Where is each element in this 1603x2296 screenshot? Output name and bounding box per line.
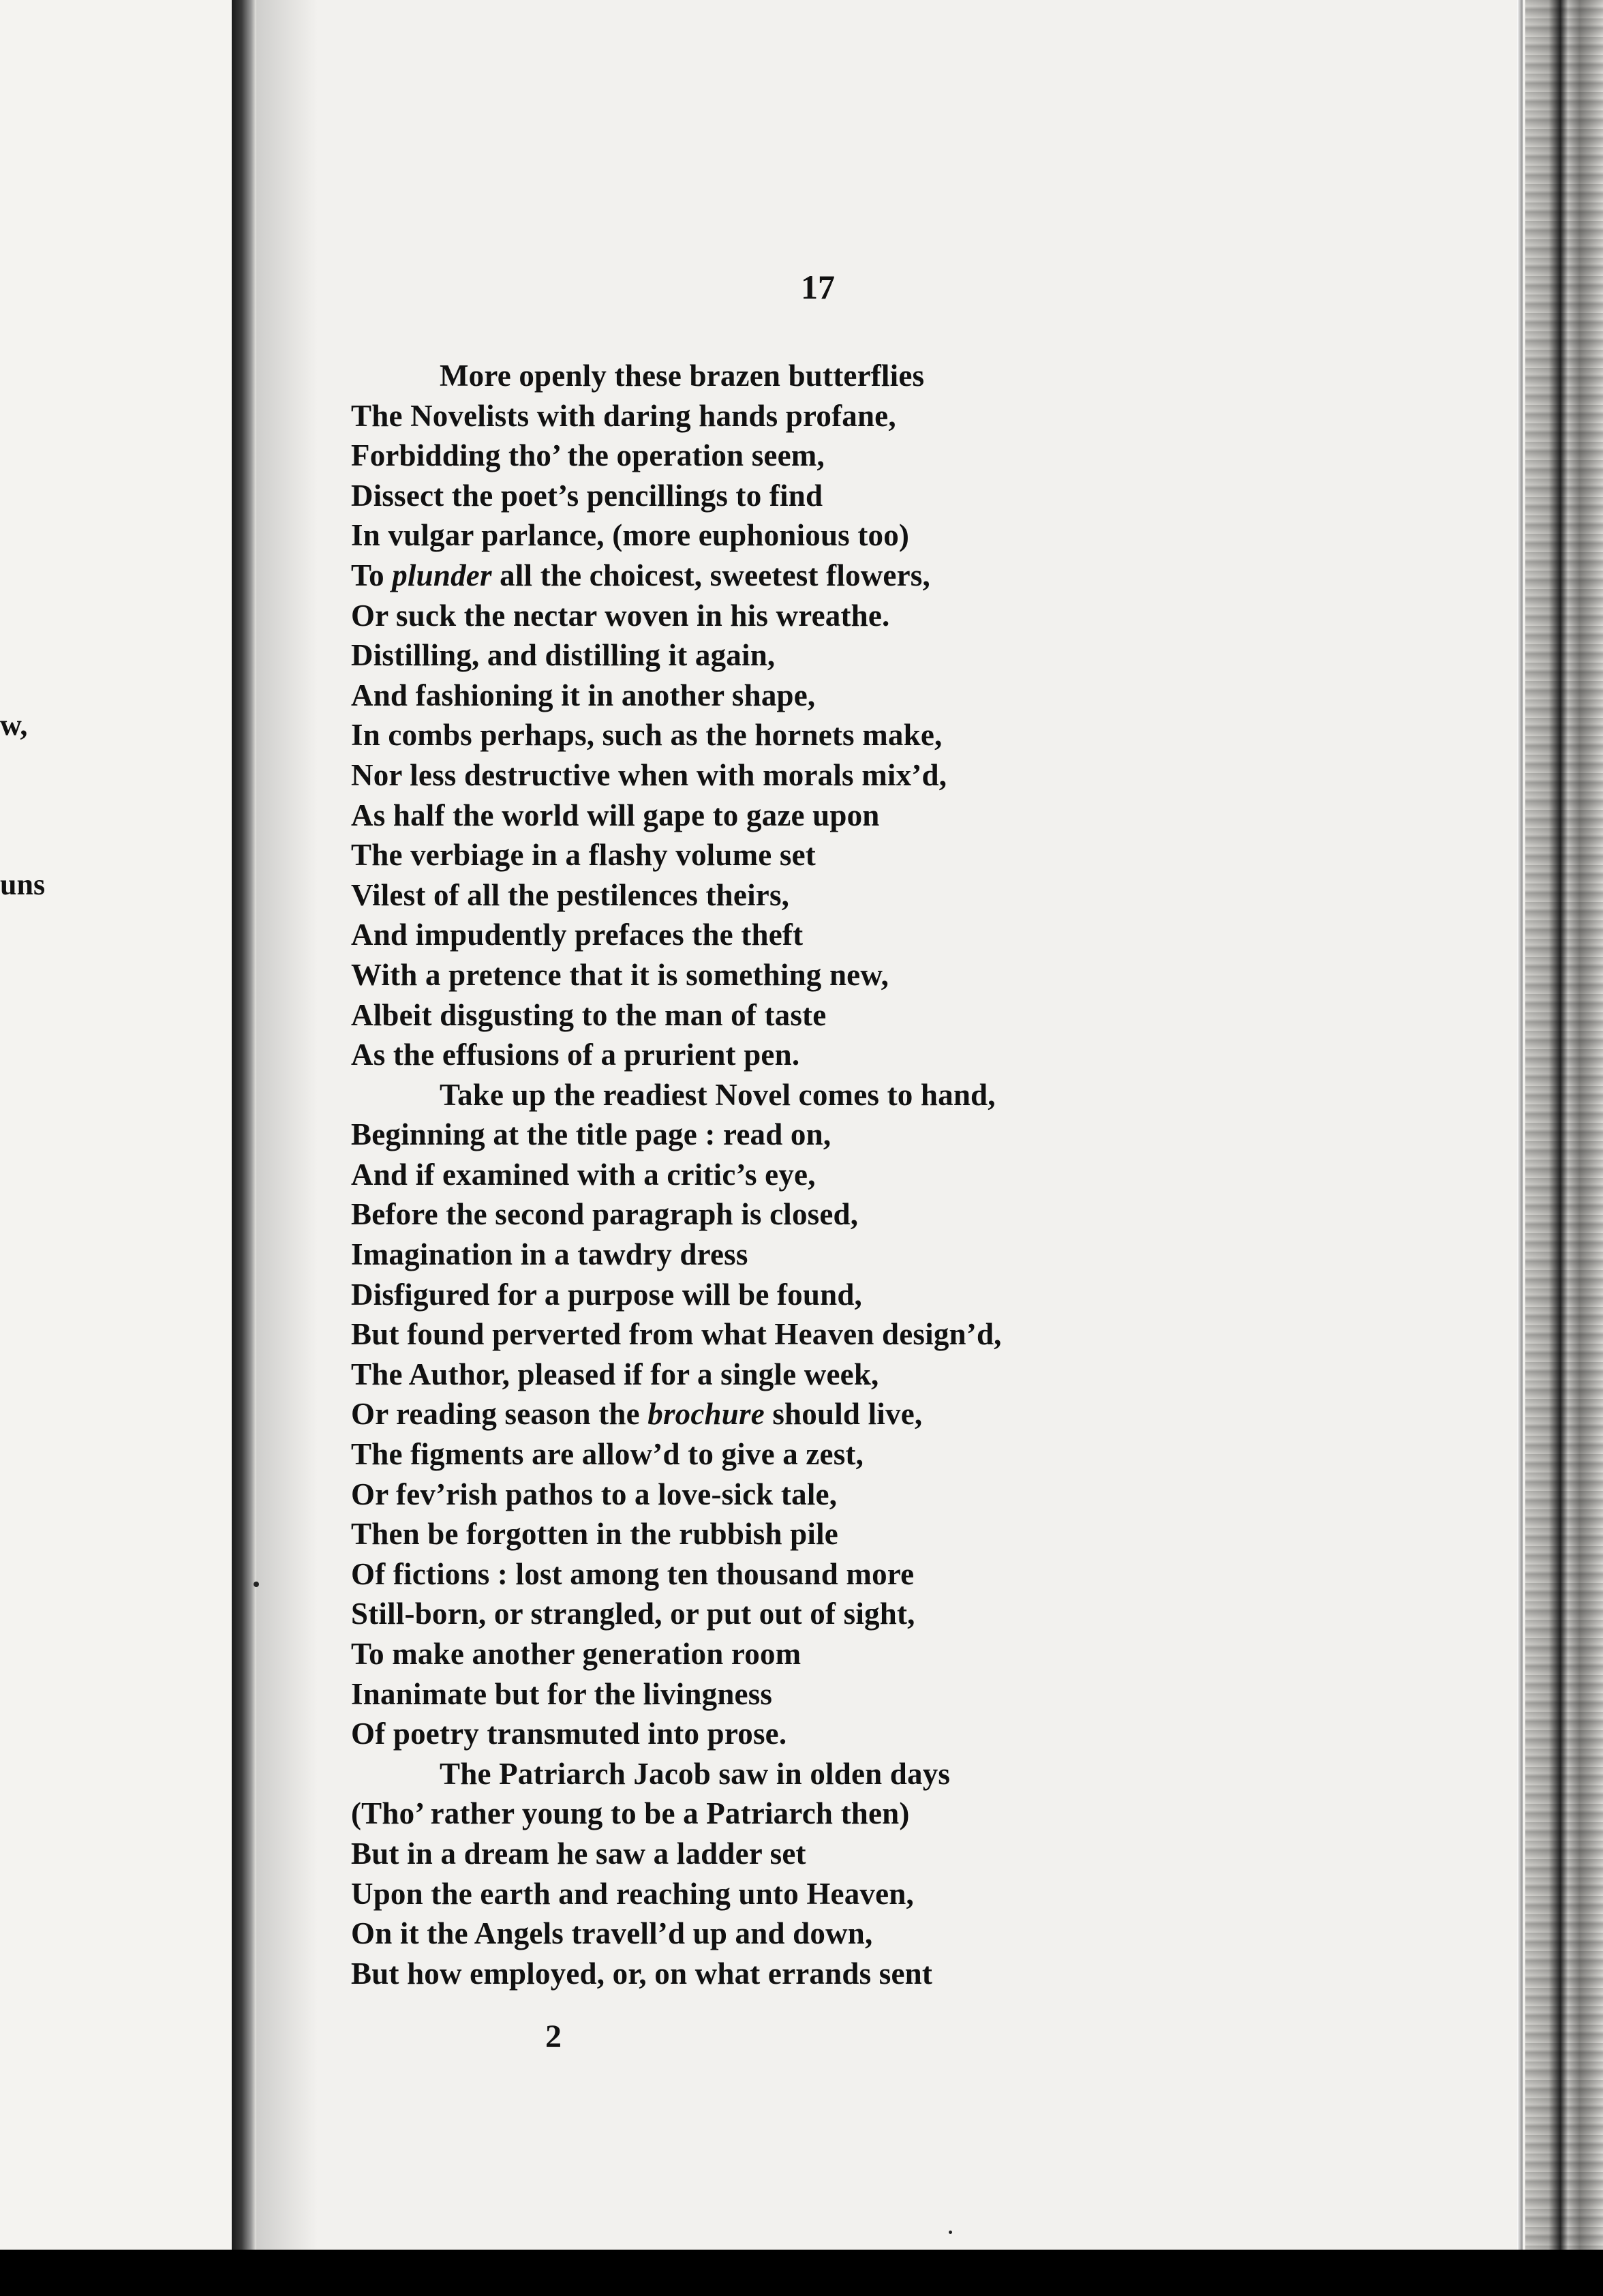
poem-line: Vilest of all the pestilences theirs, xyxy=(351,877,790,912)
poem-line: Take up the readiest Novel comes to hand, xyxy=(440,1077,996,1112)
poem-line: Beginning at the title page : read on, xyxy=(351,1117,831,1152)
poem-line-italic-word: plunder xyxy=(392,558,492,592)
poem-line: The Patriarch Jacob saw in olden days xyxy=(440,1756,951,1791)
poem-line: Forbidding tho’ the operation seem, xyxy=(351,438,825,473)
poem-line: Disfigured for a purpose will be found, xyxy=(351,1277,862,1312)
poem-line-text: Or reading season the xyxy=(351,1397,648,1432)
poem-line: In combs perhaps, such as the hornets make, xyxy=(351,718,943,753)
poem-line: But in a dream he saw a ladder set xyxy=(351,1836,806,1871)
poem-line: (Tho’ rather young to be a Patriarch then) xyxy=(351,1796,910,1831)
poem-line: Still-born, or strangled, or put out of sight, xyxy=(351,1597,915,1631)
poem-line: With a pretence that it is something new, xyxy=(351,957,889,992)
page-edge-highlight xyxy=(1517,0,1523,2250)
poem-body xyxy=(351,356,1510,1993)
poem-line: Distilling, and distilling it again, xyxy=(351,638,776,673)
poem-line: Dissect the poet’s pencillings to find xyxy=(351,478,823,513)
poem-line: Or suck the nectar woven in his wreathe. xyxy=(351,598,890,633)
poem-line: Then be forgotten in the rubbish pile xyxy=(351,1517,838,1552)
facing-page-edge xyxy=(0,0,232,2250)
poem-line: Of poetry transmuted into prose. xyxy=(351,1717,787,1751)
poem-line: Before the second paragraph is closed, xyxy=(351,1197,859,1232)
poem-line: Or fev’rish pathos to a love-sick tale, xyxy=(351,1477,838,1511)
page-number: 17 xyxy=(801,268,835,306)
poem-line: Imagination in a tawdry dress xyxy=(351,1237,748,1272)
facing-page-fragment: w, xyxy=(0,708,28,742)
poem-line: In vulgar parlance, (more euphonious too) xyxy=(351,518,910,553)
ink-speck xyxy=(949,2231,952,2234)
poem-line: Of fictions : lost among ten thousand more xyxy=(351,1556,915,1591)
scan-bottom-border xyxy=(0,2250,1603,2296)
spine-gradient xyxy=(256,0,318,2250)
poem-line xyxy=(351,556,1510,596)
poem-line: But found perverted from what Heaven design’d, xyxy=(351,1317,1002,1352)
poem-line-text: To xyxy=(351,558,393,592)
poem-line: Nor less destructive when with morals mix’d, xyxy=(351,757,947,792)
ink-speck xyxy=(254,1582,259,1587)
poem-line: And impudently prefaces the theft xyxy=(351,918,804,952)
poem-line xyxy=(351,1394,1510,1434)
book-foredge xyxy=(1525,0,1603,2250)
poem-line: The verbiage in a flashy volume set xyxy=(351,838,816,873)
poem-line: Albeit disgusting to the man of taste xyxy=(351,997,827,1032)
poem-line: Upon the earth and reaching unto Heaven, xyxy=(351,1876,914,1911)
poem-line: And if examined with a critic’s eye, xyxy=(351,1157,816,1192)
poem-line: The Author, pleased if for a single week, xyxy=(351,1357,879,1391)
poem-line: More openly these brazen butterflies xyxy=(440,359,925,393)
poem-line: Inanimate but for the livingness xyxy=(351,1676,773,1711)
poem-line: As half the world will gape to gaze upon xyxy=(351,798,880,832)
printer-signature-mark: 2 xyxy=(545,2019,562,2055)
poem-line-text: all the choicest, sweetest flowers, xyxy=(491,558,930,592)
facing-page-fragment: uns xyxy=(0,868,46,901)
book-spine-shadow xyxy=(232,0,256,2250)
poem-line-italic-word: brochure xyxy=(647,1397,765,1432)
poem-line: As the effusions of a prurient pen. xyxy=(351,1038,800,1072)
poem-line: The Novelists with daring hands profane, xyxy=(351,398,896,433)
poem-line: To make another generation room xyxy=(351,1637,802,1671)
poem-line: And fashioning it in another shape, xyxy=(351,678,816,712)
poem-line: On it the Angels travell’d up and down, xyxy=(351,1916,873,1951)
poem-line: The figments are allow’d to give a zest, xyxy=(351,1437,864,1472)
poem-line: But how employed, or, on what errands sent xyxy=(351,1956,933,1991)
poem-line-text: should live, xyxy=(764,1397,923,1432)
